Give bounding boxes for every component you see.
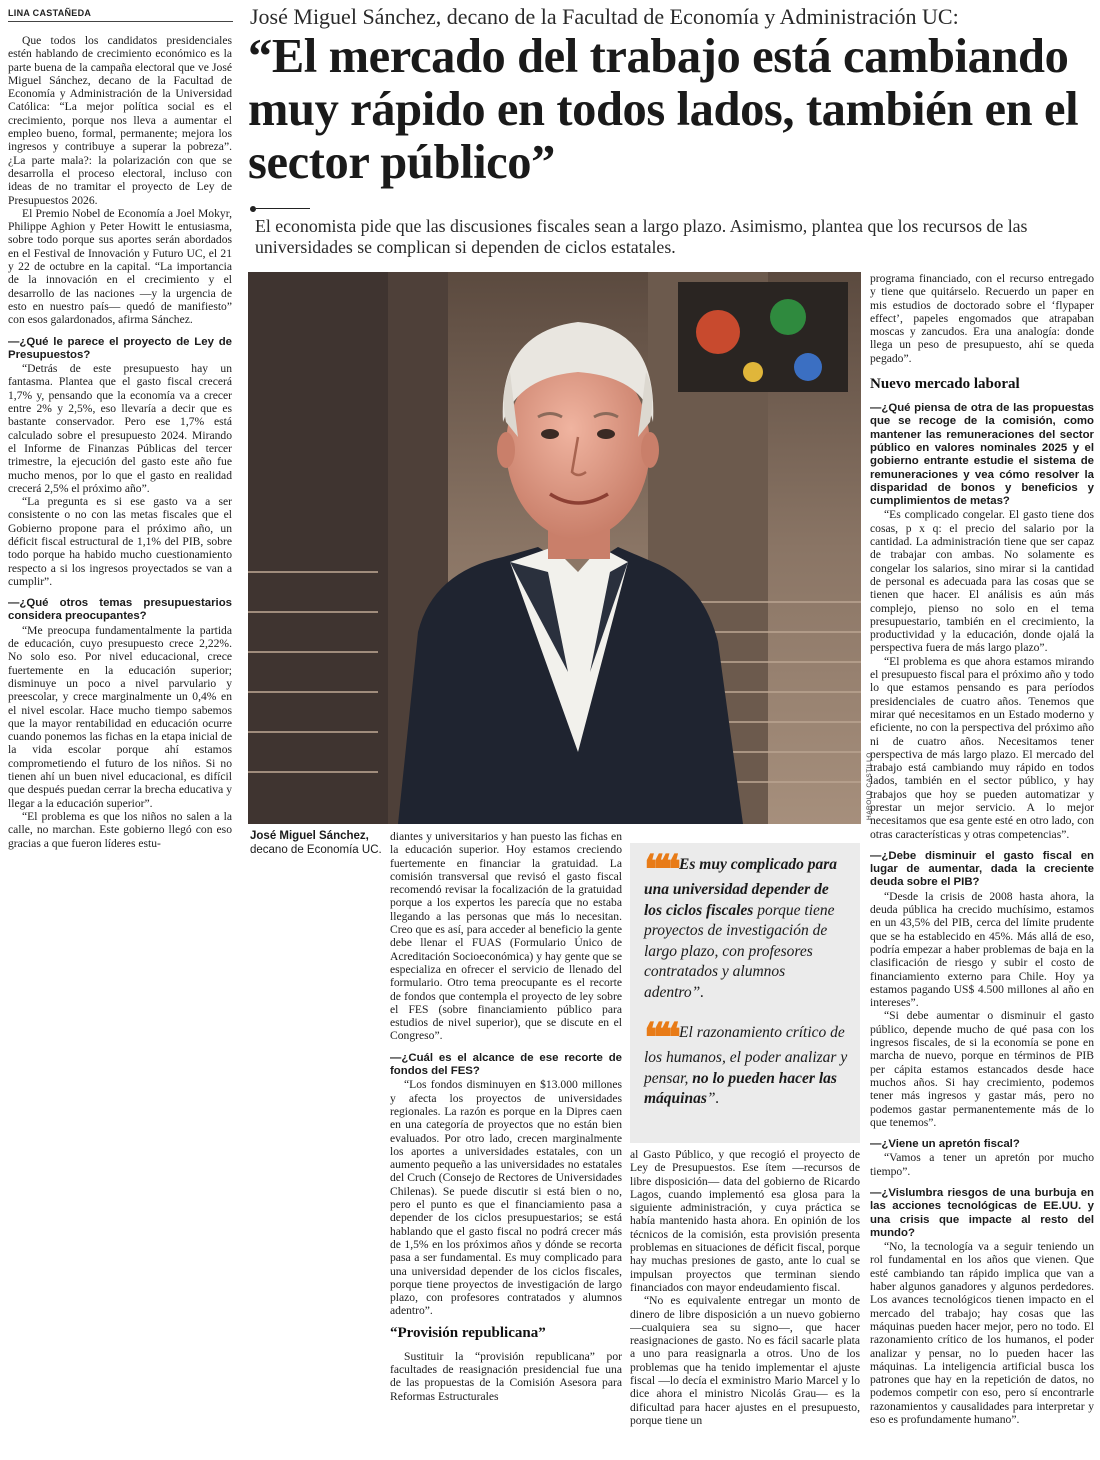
paragraph: “Los fondos disminuyen en $13.000 millones y afecta los proyectos de universidades regionales. La razón es porque en la Dipres caen en una categoría de proyectos que no están bien evaluados. Por otro lado, crecen marginalmente los aportes a universidades estatales, con un aumento pequeño a las universidades no estatales del Cruch (Consejo de Rectores de Universidades Chilenas). Se puede discutir si está bien o no, pero el punto es que el financiamiento pasa a depender de los ciclos presupuestarios; se está hablando que el gasto fiscal no podrá crecer más de 1,5% en los próximos años y dónde se recorta pasa a ser fundamental. Es muy complicado para una universidad depender de los ciclos fiscales, porque tiene proyectos de investigación de largo plazo, con profesores contratados y alumnos adentro”.	[390, 1078, 622, 1318]
paragraph: “No es equivalente entregar un monto de dinero de libre disposición a un nuevo gobierno —cualquiera sea su signo—, que hacer reasignaciones de gasto. No es fácil sacarle plata a uno para reasignarla a otros. Uno de los problemas que ha tenido implementar el ajuste fiscal —lo decía el exministro Mario Marcel y lo dice ahora el ministro Nicolás Grau— es la dificultad para hacer ajustes en el presupuesto, porque tiene un	[630, 1294, 860, 1427]
interview-question: —¿Qué le parece el proyecto de Ley de Presupuestos?	[8, 335, 232, 361]
caption-name: José Miguel Sánchez,	[250, 830, 369, 842]
pull-quote-2-text: El razonamiento crítico de los humanos, el poder analizar y pensar,	[644, 1024, 848, 1087]
deck: El economista pide que las discusiones fiscales sean a largo plazo. Asimismo, plantea que los recursos de las universidades se complican si dependen de ciclos estatales.	[255, 216, 1028, 257]
pull-quote-1	[644, 846, 848, 1003]
portrait-photo	[248, 272, 861, 824]
kicker: José Miguel Sánchez, decano de la Facultad de Economía y Administración UC:	[250, 4, 959, 29]
pull-quote-box	[630, 843, 860, 1143]
paragraph: “Vamos a tener un apretón por mucho tiempo”.	[870, 1151, 1094, 1178]
paragraph: “El problema es que ahora estamos mirando el presupuesto fiscal para el próximo año y todo lo que estamos pensando es para períodos presidenciales de cuatro años. Tenemos que mirar qué necesitamos en un Estado moderno y eficiente, no con la perspectiva del próximo año ni de cuatro años. Necesitamos tener perspectiva de más largo plazo. El mercado del trabajo está cambiando muy rápido en todos lados, también en el sector público, y hay trabajos que hoy se pueden automatizar y prestar un mejor servicio. A lo mejor necesitamos que esa gente esté en otro lado, con otras características y otras competencias”.	[870, 654, 1094, 841]
paragraph: programa financiado, con el recurso entregado y tiene que quitárselo. Recuerdo un paper en mis estudios de doctorado sobre el ‘flypaper effect’, papeles engomados que atrapaban moscas y zancudos. Era una analogía: donde llega un peso de presupuesto, ahí se queda pegado”.	[870, 272, 1094, 365]
interview-question: —¿Debe disminuir el gasto fiscal en lugar de aumentar, dada la creciente deuda sobre el PIB?	[870, 849, 1094, 889]
quote-mark-icon: ❝❝	[644, 846, 676, 893]
column-2	[390, 830, 622, 1455]
paragraph: El Premio Nobel de Economía a Joel Mokyr, Philippe Aghion y Peter Howitt le entusiasma, sobre todo porque sus aportes serán abordados en el Festival de Innovación y Futuro UC, el 21 y 22 de octubre en la capital. “La importancia de la innovación en el crecimiento y el desarrollo de las naciones —y la urgencia de esto en nuestro país— quedó de manifiesto” con esos galardonados, afirma Sánchez.	[8, 206, 232, 327]
headline: “El mercado del trabajo está cambiando muy rápido en todos lados, también en el sector público”	[248, 30, 1079, 189]
pull-quote-1-text: porque tiene proyectos de investigación de largo plazo, con profesores contratados y alumnos adentro”.	[644, 901, 835, 1001]
column-1	[8, 34, 232, 1454]
paragraph: Que todos los candidatos presidenciales estén hablando de crecimiento económico es la parte buena de la campaña electoral que ve José Miguel Sánchez, decano de la Facultad de Economía y Administración de la Universidad Católica: “La mejor política social es el crecimiento, porque nos lleva a aumentar el empleo bueno, formal, permanente; mejora los ingresos y contribuye a superar la pobreza”. ¿La parte mala?: la polarización con que se desarrolla el proceso electoral, incluso con ideas de no tramitar el proyecto de Ley de Presupuestos 2026.	[8, 34, 232, 207]
interview-question: —¿Vislumbra riesgos de una burbuja en las acciones tecnológicas de EE.UU. y una crisis que impacte al resto del mundo?	[870, 1187, 1094, 1239]
paragraph: diantes y universitarios y han puesto las fichas en la educación superior. Hoy estamos creciendo fuertemente en financiar la gratuidad. La comisión transversal que revisó el gasto fiscal recomendó revisar la focalización de la gratuidad porque a los expertos les parecía que no estaba llegando a las personas que más lo necesitan. Creo que es así, para acceder al beneficio la gente debe llenar el FUAS (Formulario Único de Acreditación Socioeconómica) y hay gente que se especializa en ofrecer el servicio de llenado del formulario. Otro tema preocupante es el recorte de fondos que contempla el proyecto de ley sobre el FES (sobre financiamiento público para estudios de nivel superior), que se discute en el Congreso”.	[390, 830, 622, 1043]
column-4	[870, 272, 1094, 1456]
paragraph: al Gasto Público, y que recogió el proyecto de Ley de Presupuestos. Ese ítem —recursos de libre disposición— data del gobierno de Ricardo Lagos, cuando implementó esa glosa para la siguiente administración, y cuya práctica se había mantenido hasta ahora. En opinión de los técnicos de la comisión, esta provisión presenta problemas en situaciones de déficit fiscal, porque hay muchas presiones de gasto, ante lo cual se impulsan proyectos que terminan siendo financiados con mayor endeudamiento fiscal.	[630, 1148, 860, 1294]
paragraph: “Desde la crisis de 2008 hasta ahora, la deuda pública ha crecido muchísimo, estamos en un 43,5% del PIB, cerca del límite prudente que se ha establecido en 45%. Más allá de eso, podría empezar a haber problemas de baja en la clasificación de riesgo y subir el costo de financiamiento externo para Chile. Hoy ya estamos pagando US$ 4.500 millones al año en intereses”.	[870, 889, 1094, 1010]
paragraph: “Detrás de este presupuesto hay un fantasma. Plantea que el gasto fiscal crecerá 1,7% y, pensando que la economía va a crecer entre 2% y 2,5%, eso llevaría a decir que es bastante conservador. Pero ese 1,7% está calculado sobre el presupuesto 2024. Mirando el Informe de Finanzas Públicas del tercer trimestre, la ejecución del gasto este año fue mucho menos, por lo que el gasto en realidad crecerá 2,5% el próximo año”.	[8, 362, 232, 495]
paragraph: “Es complicado congelar. El gasto tiene dos cosas, p x q: el precio del salario por la cantidad. La administración tiene que ser capaz de trabajar con ambas. No solamente es congelar los salarios, sino mirar si la cantidad de personal es adecuada para las cosas que se tienen que hacer. El análisis es aún más complejo, pienso no solo en el tema presupuestario, también en el crecimiento, la productividad y la educación, donde ojalá la perspectiva fuera de más largo plazo”.	[870, 508, 1094, 655]
paragraph: “La pregunta es si ese gasto va a ser consistente o no con las metas fiscales que el Gobierno propone para el próximo año, un déficit fiscal estructural de 1,1% del PIB, sobre todo porque ha habido mucho cuestionamiento respecto a si los ingresos proyectados se van a cumplir”.	[8, 495, 232, 588]
paragraph: “Si debe aumentar o disminuir el gasto público, depende mucho de qué pasa con los ingresos fiscales, de si la economía se pone en marcha de nuevo, porque en términos de PIB per cápita estamos estancados desde hace muchos años. Si hay crecimiento, podemos tener más ingresos y gastar más, pero no podemos gastar permanentemente más de lo que tenemos”.	[870, 1009, 1094, 1129]
pull-quote-1-bold: Es muy complicado para una universidad depender de los ciclos fiscales	[644, 856, 838, 919]
paragraph: Sustituir la “provisión republicana” por facultades de reasignación presidencial fue una de las propuestas de la Comisión Asesora para Reformas Estructurales	[390, 1349, 622, 1403]
quote-mark-icon: ❝❝	[644, 1014, 676, 1061]
subheading: Nuevo mercado laboral	[870, 376, 1020, 393]
interview-question: —¿Cuál es el alcance de ese recorte de fondos del FES?	[390, 1051, 622, 1078]
interview-question: —¿Qué otros temas presupuestarios considera preocupantes?	[8, 597, 232, 623]
paragraph: “Me preocupa fundamentalmente la partida de educación, cuyo presupuesto crece 2,22%. No solo eso. Por nivel educacional, crece fuertemente en la educación superior; disminuye un poco a nivel parvulario y preescolar, y crece marginalmente un 0,4% en el nivel escolar. Hace mucho tiempo sabemos que la mayor rentabilidad en educación ocurre cuando ponemos las fichas en la etapa inicial de la vida escolar porque ahí estamos comprometiendo el futuro de los niños. Si no tienen ahí un buen nivel educacional, es difícil que después puedan cerrar la brecha educativa y llegar a la educación superior”.	[8, 623, 232, 810]
author-byline: LINA CASTAÑEDA	[8, 8, 233, 22]
subheading: “Provisión republicana”	[390, 1324, 546, 1341]
paragraph: “El problema es que los niños no salen a la calle, no marchan. Este gobierno llegó con eso gracias a que fueron líderes estu-	[8, 809, 232, 850]
column-3	[630, 1148, 860, 1456]
paragraph: “No, la tecnología va a seguir teniendo un rol fundamental en los años que vienen. Que esté cambiando tan rápido implica que van a haber algunos ganadores y algunos perdedores. Los avances tecnológicos tienen impacto en el mercado del trabajo; hay cosas que las máquinas pueden hacer mejor, pero no todo. El razonamiento crítico de los humanos, el poder analizar y pensar, no lo pueden hacer las máquinas. La inteligencia artificial busca los patrones que hay en la repetición de datos, no podemos competir con eso, pero sí encontrarle razonamientos y causalidades para interpretar y eso es profundamente humano”.	[870, 1240, 1094, 1427]
deck-rule	[250, 208, 310, 211]
photo-credit: HAROLD CASTILLO	[866, 752, 873, 820]
pull-quote-2	[644, 1014, 848, 1110]
caption-text: decano de Economía UC.	[250, 843, 382, 856]
portrait-illustration	[248, 272, 861, 824]
pull-quote-2-end: ”.	[706, 1090, 720, 1107]
photo-caption	[250, 830, 385, 857]
pull-quote-2-bold: no lo pueden hacer las máquinas	[644, 1069, 837, 1107]
interview-question: —¿Qué piensa de otra de las propuestas que se recoge de la comisión, como mantener las remuneraciones del sector público en valores nominales 2025 y el gobierno entrante estudie el sistema de remuneraciones y vea cómo resolver la disparidad de bonos y beneficios y cumplimientos de metas?	[870, 402, 1094, 508]
interview-question: —¿Viene un apretón fiscal?	[870, 1138, 1020, 1151]
